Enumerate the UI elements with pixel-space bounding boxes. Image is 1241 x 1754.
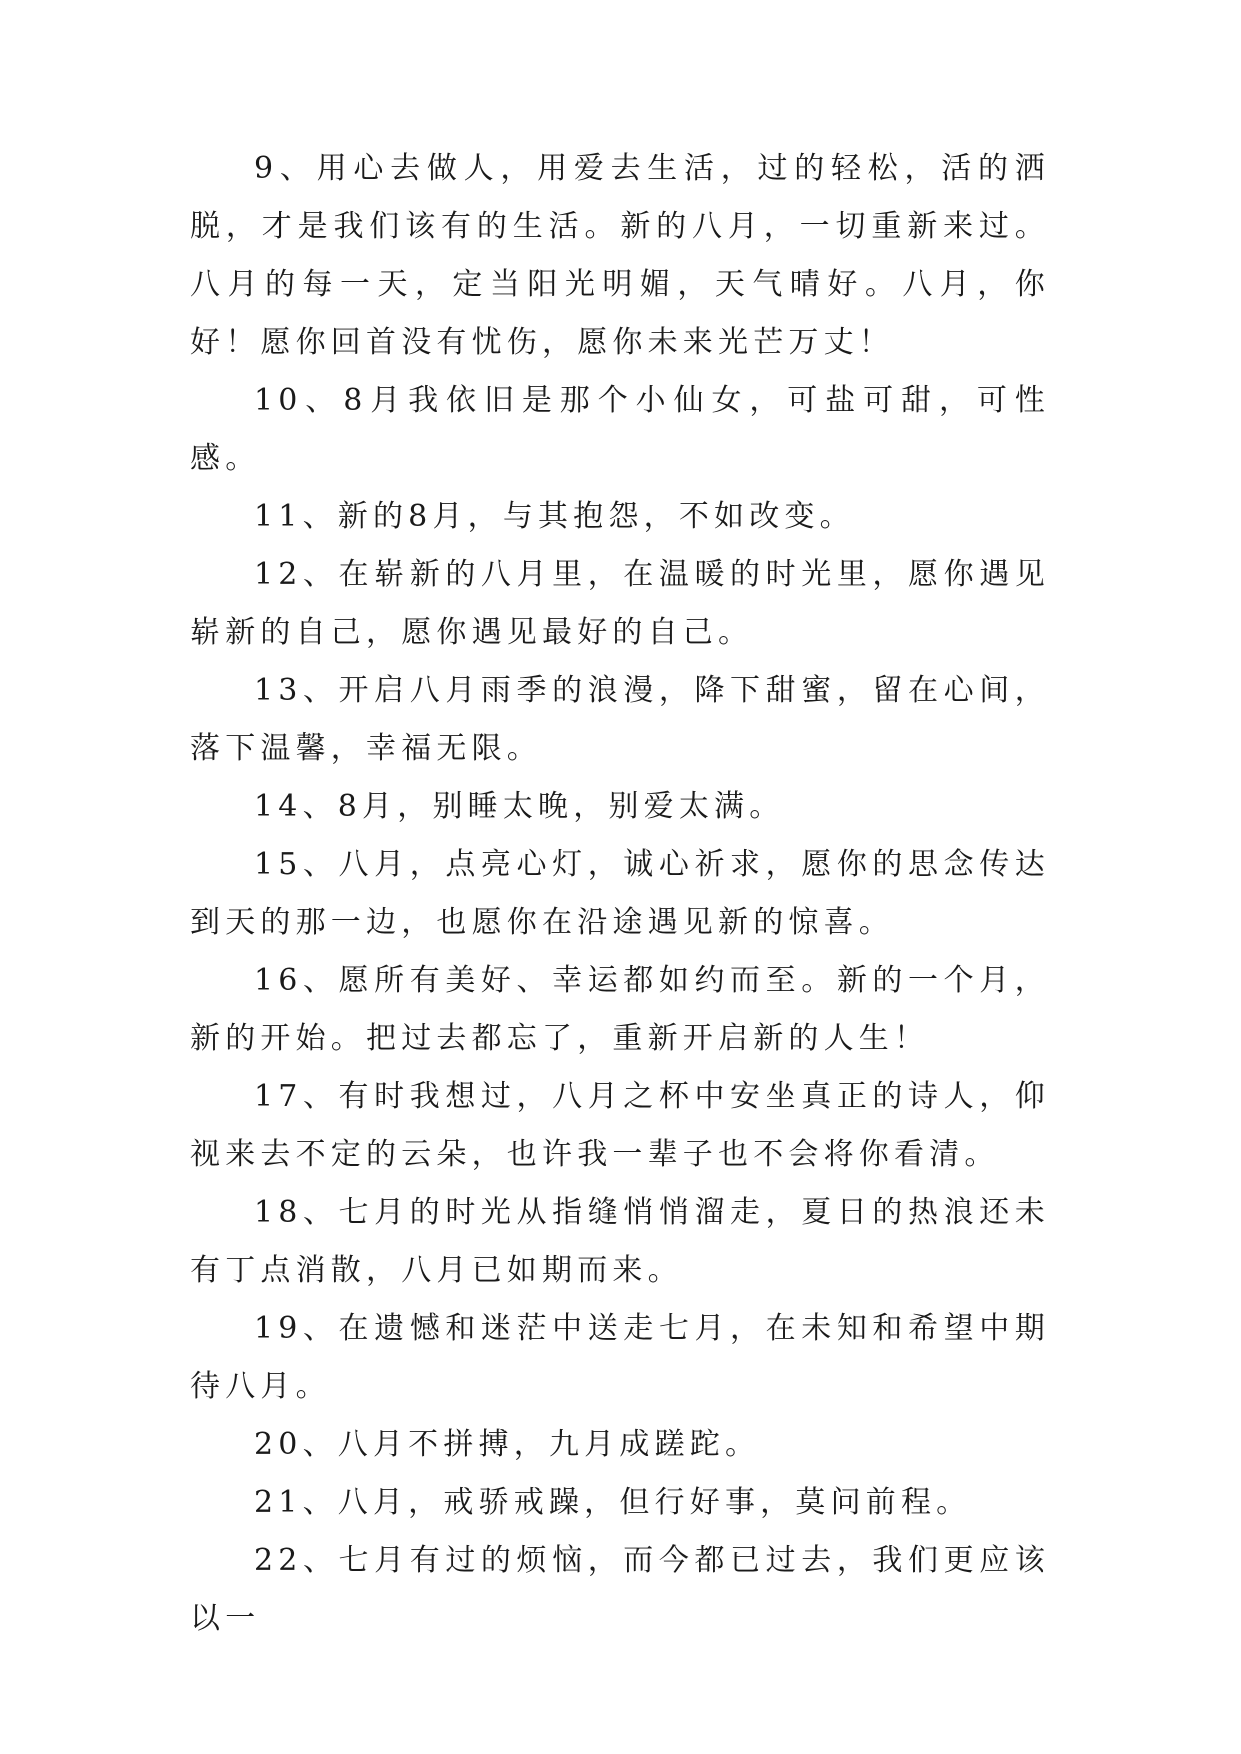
paragraph-10: 10、8月我依旧是那个小仙女，可盐可甜，可性感。 <box>190 383 1050 476</box>
paragraph-15: 15、八月，点亮心灯，诚心祈求，愿你的思念传达到天的那一边，也愿你在沿途遇见新的惊喜。 <box>190 847 1050 940</box>
paragraph-18: 18、七月的时光从指缝悄悄溜走，夏日的热浪还未有丁点消散，八月已如期而来。 <box>190 1195 1050 1288</box>
paragraph-14: 14、8月，别睡太晚，别爱太满。 <box>254 789 785 824</box>
paragraph-21: 21、八月，戒骄戒躁，但行好事，莫问前程。 <box>254 1485 972 1520</box>
document-page <box>190 140 1050 1648</box>
paragraph-16: 16、愿所有美好、幸运都如约而至。新的一个月，新的开始。把过去都忘了，重新开启新的人生！ <box>190 963 1050 1056</box>
paragraph-12: 12、在崭新的八月里，在温暖的时光里，愿你遇见崭新的自己，愿你遇见最好的自己。 <box>190 557 1050 650</box>
paragraph-13: 13、开启八月雨季的浪漫，降下甜蜜，留在心间，落下温馨，幸福无限。 <box>190 673 1050 766</box>
paragraph-9: 9、用心去做人，用爱去生活，过的轻松，活的洒脱，才是我们该有的生活。新的八月，一切重新来过。八月的每一天，定当阳光明媚，天气晴好。八月，你好！愿你回首没有忧伤，愿你未来光芒万丈！ <box>190 151 1050 360</box>
paragraph-20: 20、八月不拼搏，九月成蹉跎。 <box>254 1427 761 1462</box>
paragraph-22: 22、七月有过的烦恼，而今都已过去，我们更应该以一 <box>190 1543 1050 1636</box>
paragraph-17: 17、有时我想过，八月之杯中安坐真正的诗人，仰视来去不定的云朵，也许我一辈子也不会将你看清。 <box>190 1079 1050 1172</box>
paragraph-11: 11、新的8月，与其抱怨，不如改变。 <box>254 499 855 534</box>
paragraph-19: 19、在遗憾和迷茫中送走七月，在未知和希望中期待八月。 <box>190 1311 1050 1404</box>
